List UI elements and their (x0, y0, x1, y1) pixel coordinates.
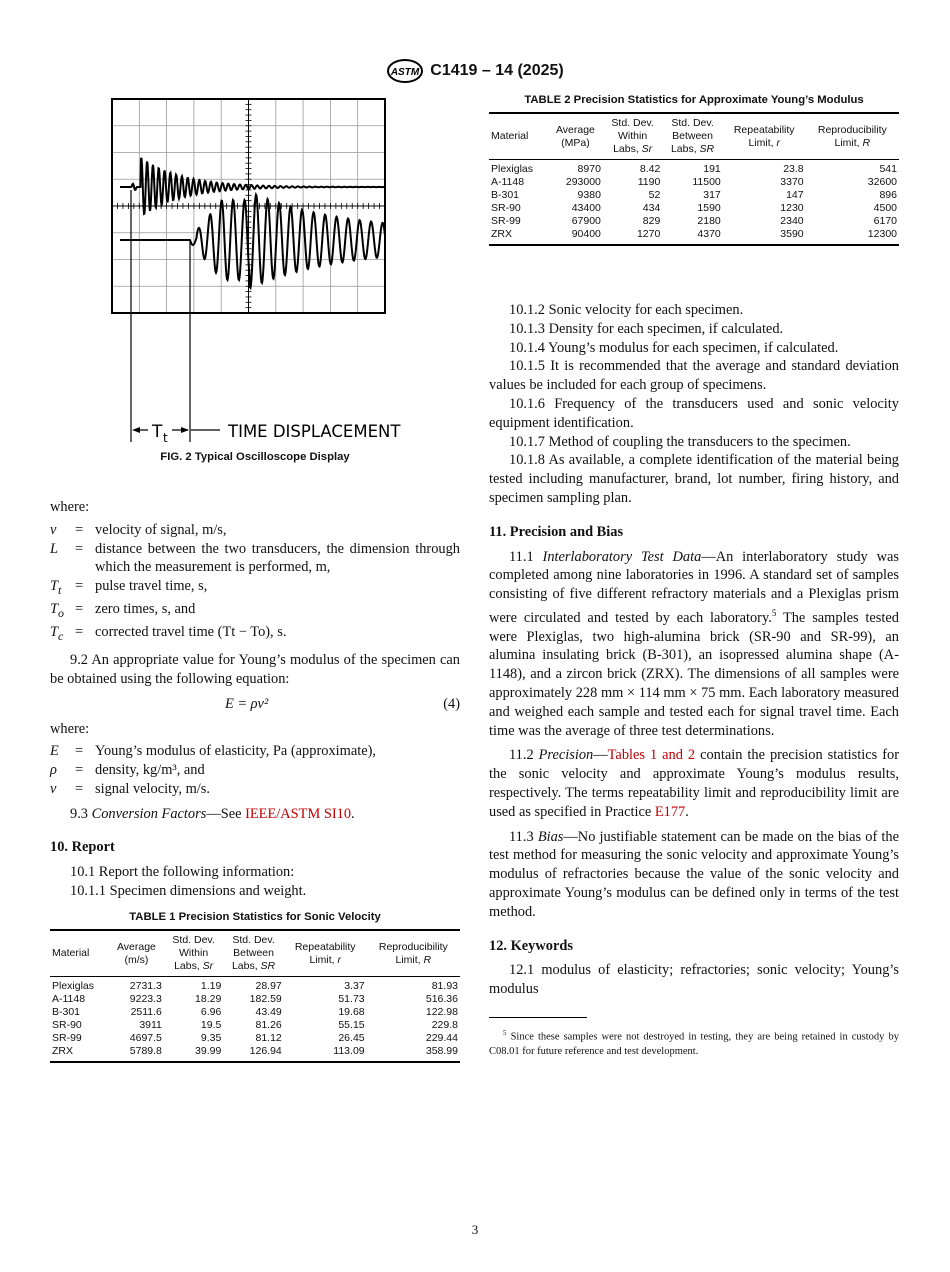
link-e177[interactable]: E177 (654, 803, 686, 820)
table-cell: 8970 (577, 163, 601, 175)
paragraph-12-1: 12.1 modulus of elasticity; refractories; sonic velocity; Young’s modulus (489, 962, 899, 998)
table-cell: B-301 (52, 1006, 81, 1018)
table-row (50, 993, 460, 1006)
table-cell: SR-90 (52, 1019, 82, 1031)
table-cell: 6.96 (200, 1006, 222, 1018)
table-cell: B-301 (491, 189, 520, 201)
table-header-row (489, 113, 899, 160)
table-cell: 317 (703, 189, 721, 201)
time-displacement-label: TIME DISPLACEMENT (228, 422, 401, 441)
table-cell: 3590 (780, 228, 804, 240)
page-number: 3 (471, 1222, 479, 1237)
table-row (489, 215, 899, 228)
column-header: Std. Dev. Between Labs, SR (670, 117, 715, 155)
column-header: Reproducibility Limit, R (378, 940, 448, 966)
table-cell: 51.73 (338, 993, 365, 1005)
table-cell: 18.29 (195, 993, 222, 1005)
table-cell: 113.09 (333, 1045, 365, 1057)
paragraph-10-1-1: 10.1.1 Specimen dimensions and weight. (70, 883, 307, 900)
where-label: where: (50, 499, 90, 515)
table-cell: 55.15 (338, 1019, 365, 1031)
definition-tc: $T_c$ = corrected travel time (Tt − To), s. (50, 623, 287, 643)
table-cell: 2731.3 (129, 980, 162, 992)
table-cell: 1190 (637, 176, 661, 188)
paragraph-11-3: 11.3 Bias—No justifiable statement can be made on the bias of the test method for measuring the sonic velocity and approximate Young’s modulus of refractories because the value of the sonic velocity and approximate Young’s modulus can be defined only in terms of the test method. (489, 828, 900, 920)
table-row (489, 189, 899, 202)
table-cell: Plexiglas (491, 163, 534, 175)
column-header: Reproducibility Limit, R (817, 123, 887, 149)
table-cell: 229.8 (431, 1019, 458, 1031)
oscilloscope-figure (100, 90, 410, 450)
table-cell: SR-99 (491, 215, 521, 227)
column-header: Std. Dev. Within Labs, Sr (172, 934, 215, 972)
table-cell: 19.5 (200, 1019, 222, 1031)
table-1-caption: TABLE 1 Precision Statistics for Sonic Velocity (129, 911, 381, 923)
document-header (0, 58, 950, 84)
footnote-5: $^5$ Since these samples were not destroyed in testing, they are being retained in custody by C08.01 for future reference and test development. (489, 1028, 899, 1058)
document-designation: C1419 – 14 (2025) (430, 62, 564, 80)
table-cell: 9380 (577, 189, 601, 201)
table-cell: 3911 (139, 1019, 162, 1031)
table-row (489, 228, 899, 245)
table-cell: 11500 (692, 176, 721, 188)
table-cell: 23.8 (783, 163, 804, 175)
column-header: Average (MPa) (555, 123, 595, 149)
waveform-trace-received (120, 195, 385, 288)
table-cell: 8.42 (639, 163, 661, 175)
table-row (50, 1032, 460, 1045)
definition-v2: v = signal velocity, m/s. (50, 780, 210, 797)
tt-subscript: t (163, 431, 168, 445)
table-row (50, 1045, 460, 1062)
paragraph-10-1-6: 10.1.6 Frequency of the transducers used and sonic velocity equipment identification. (489, 395, 899, 431)
table-cell: 3370 (780, 176, 804, 188)
table-cell: 43400 (571, 202, 601, 214)
table-cell: 1590 (697, 202, 721, 214)
table-2 (489, 112, 899, 246)
table-cell: 4500 (873, 202, 897, 214)
table-cell: 1230 (780, 202, 804, 214)
table-cell: 3.37 (344, 980, 365, 992)
table-cell: 1.19 (200, 980, 222, 992)
definition-v: v = velocity of signal, m/s, (50, 521, 227, 538)
table-row (50, 977, 460, 994)
table-cell: 32600 (867, 176, 897, 188)
table-cell: 52 (648, 189, 661, 201)
table-cell: 43.49 (255, 1006, 282, 1018)
table-cell: 1270 (636, 228, 661, 240)
astm-logo-icon (386, 58, 424, 84)
table-cell: A-1148 (52, 993, 86, 1005)
column-header: Material (491, 130, 529, 142)
table-cell: 122.98 (425, 1006, 458, 1018)
equation-4: E = ρv² (4) (224, 695, 460, 712)
table-cell: ZRX (491, 228, 512, 240)
table-cell: 2180 (697, 215, 721, 227)
table-cell: 2340 (780, 215, 804, 227)
table-cell: 6170 (873, 215, 897, 227)
table-2-caption: TABLE 2 Precision Statistics for Approximate Young’s Modulus (524, 94, 864, 106)
table-row (489, 176, 899, 189)
left-column (50, 498, 460, 901)
table-cell: 434 (642, 202, 661, 214)
table-cell: 9.35 (200, 1032, 222, 1044)
paragraph-9-2: 9.2 An appropriate value for Young’s modulus of the specimen can be obtained using the following equation: (50, 652, 460, 687)
definition-e: E = Young’s modulus of elasticity, Pa (approximate), (50, 743, 376, 760)
column-header: Average (m/s) (116, 940, 156, 966)
column-header: Repeatability Limit, r (294, 940, 356, 966)
table-cell: A-1148 (491, 176, 525, 188)
table-cell: 229.44 (425, 1032, 458, 1044)
paragraph-10-1-5: 10.1.5 It is recommended that the average and standard deviation values be included for each group of specimens. (489, 358, 899, 394)
table-2-block (489, 94, 899, 246)
table-cell: 2511.6 (130, 1006, 162, 1018)
section-10-heading: 10. Report (50, 838, 115, 855)
paragraph-10-1-3: 10.1.3 Density for each specimen, if calculated. (509, 320, 784, 337)
table-1 (50, 929, 460, 1063)
table-cell: 28.97 (255, 980, 282, 992)
table-cell: 81.12 (255, 1032, 282, 1044)
column-header: Std. Dev. Between Labs, SR (231, 934, 276, 972)
table-cell: 90400 (571, 228, 601, 240)
tt-label: T (152, 422, 163, 442)
paragraph-10-1-7: 10.1.7 Method of coupling the transducers to the specimen. (509, 433, 851, 450)
section-12-heading: 12. Keywords (489, 937, 573, 954)
table-row (50, 1019, 460, 1032)
paragraph-11-2: 11.2 Precision—Tables 1 and 2 contain the precision statistics for the sonic velocity and approximate Young’s modulus results, respectively. The terms repeatability limit and reproducibility limit are used as specified in Practice E177. (489, 747, 899, 820)
paragraph-10-1-2: 10.1.2 Sonic velocity for each specimen. (509, 302, 744, 318)
table-cell: 126.94 (249, 1045, 282, 1057)
table-cell: 4370 (697, 228, 721, 240)
definition-tt: $T_t$ = pulse travel time, s, (50, 578, 208, 598)
table-cell: 12300 (867, 228, 897, 240)
right-column (489, 301, 899, 1059)
table-cell: SR-99 (52, 1032, 82, 1044)
table-cell: 19.68 (338, 1006, 365, 1018)
svg-text:ASTM: ASTM (391, 67, 420, 78)
paragraph-10-1: 10.1 Report the following information: (70, 864, 295, 881)
figure-caption: FIG. 2 Typical Oscilloscope Display (160, 451, 350, 463)
table-header-row (50, 930, 460, 977)
table-cell: 5789.8 (129, 1045, 162, 1057)
table-cell: 829 (642, 215, 661, 227)
definition-l: L = distance between the two transducers, the dimension through which the measurement is performed, m, (50, 540, 460, 576)
table-cell: 191 (703, 163, 721, 175)
variable-definitions (50, 521, 460, 645)
column-header: Std. Dev. Within Labs, Sr (611, 117, 654, 155)
variable-definitions-2 (50, 742, 460, 798)
table-cell: 516.36 (425, 993, 458, 1005)
paragraph-11-1: 11.1 Interlaboratory Test Data—An interlaboratory study was completed among nine laboratories in 1996. A standard set of samples consisting of five different refractory materials and a Plexiglas prism were circulated and tested by each laboratory.$^5$ The samples tested were Plexiglas, two high-alumina brick (SR-90 and SR-99), an alumina insulating brick (B-301), an isopressed alumina shape (A-1148), and a zircon brick (ZRX). The dimensions of all samples were approximately 228 mm × 114 mm × 75 mm. Each laboratory measured and weighed each sample and tested each for signal travel time. Each time was the average of three test determinations. (489, 548, 900, 739)
column-header: Repeatability Limit, r (733, 123, 795, 149)
table-cell: 81.26 (255, 1019, 282, 1031)
table-cell: 67900 (571, 215, 601, 227)
table-cell: 81.93 (431, 980, 458, 992)
table-cell: 293000 (565, 176, 601, 188)
table-cell: 896 (879, 189, 897, 201)
table-cell: ZRX (52, 1045, 73, 1057)
link-tables-1-2[interactable]: Tables 1 and 2 (607, 747, 696, 764)
definition-rho: ρ = density, kg/m³, and (50, 762, 205, 779)
table-cell: 182.59 (249, 993, 282, 1005)
table-cell: 358.99 (425, 1045, 458, 1057)
paragraph-9-3: 9.3 Conversion Factors—See IEEE/ASTM SI10. (70, 805, 355, 822)
definition-to: $T_o$ = zero times, s, and (50, 600, 196, 620)
table-cell: 9223.3 (129, 993, 162, 1005)
table-cell: Plexiglas (52, 980, 95, 992)
footnote-rule (489, 1017, 587, 1018)
table-1-block (50, 911, 460, 1063)
table-cell: 541 (879, 163, 897, 175)
table-row (50, 1006, 460, 1019)
table-cell: 4697.5 (129, 1032, 162, 1044)
table-cell: SR-90 (491, 202, 521, 214)
table-cell: 26.45 (338, 1032, 365, 1044)
oscilloscope-grid (112, 99, 385, 313)
table-row (489, 202, 899, 215)
link-si10[interactable]: IEEE/ASTM SI10 (245, 805, 352, 822)
paragraph-10-1-8: 10.1.8 As available, a complete identification of the material being tested including manufacturer, brand, lot number, firing history, and specimen sampling plan. (489, 452, 899, 506)
where-label-2: where: (50, 720, 90, 737)
table-cell: 39.99 (195, 1045, 222, 1057)
table-cell: 147 (786, 189, 804, 201)
paragraph-10-1-4: 10.1.4 Young’s modulus for each specimen, if calculated. (509, 339, 839, 356)
table-row (489, 160, 899, 177)
section-11-heading: 11. Precision and Bias (489, 523, 624, 540)
column-header: Material (52, 947, 90, 959)
waveform-trace-transmitted (120, 158, 385, 214)
